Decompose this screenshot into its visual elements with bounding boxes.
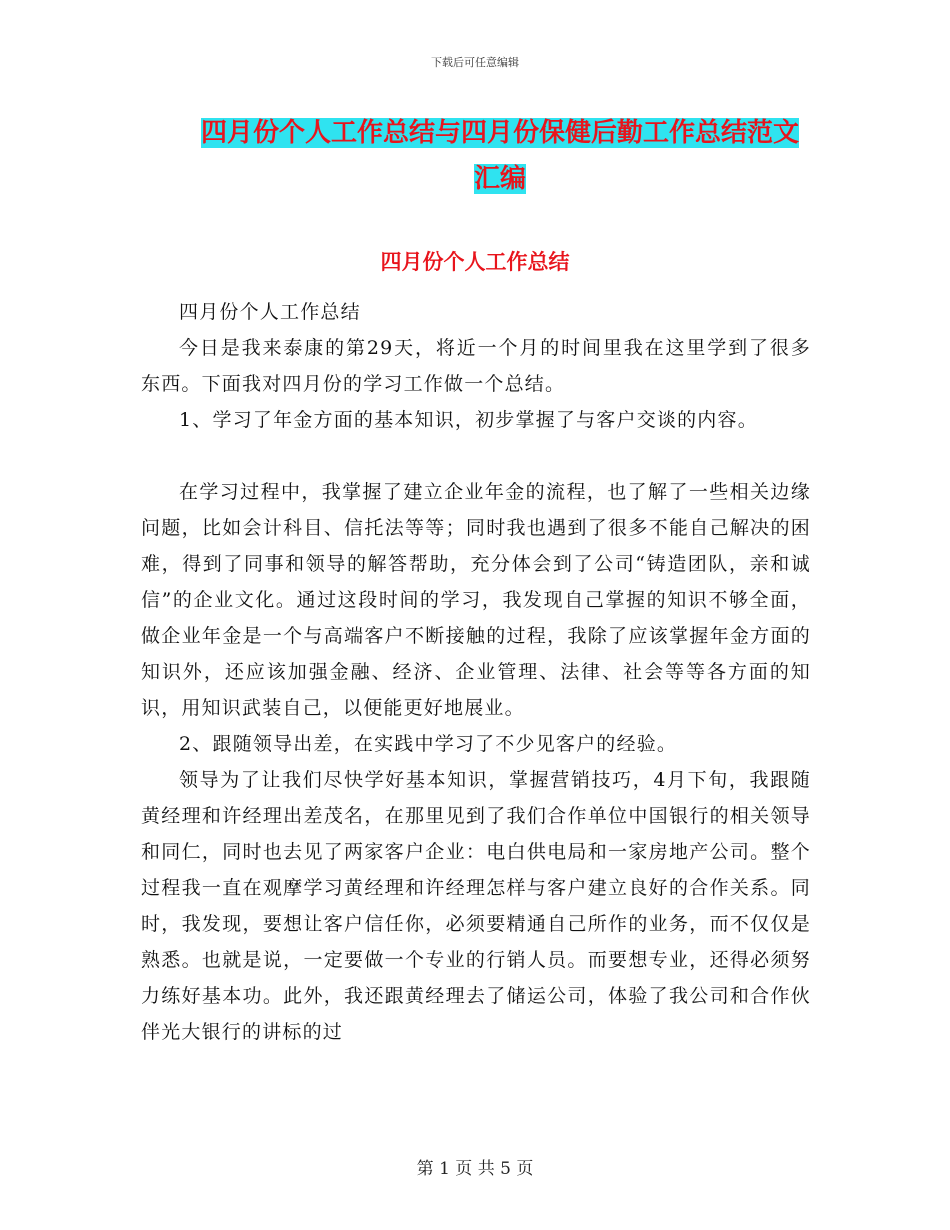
page-footer: 第 1 页 共 5 页	[416, 1159, 534, 1179]
body-text	[141, 294, 811, 1050]
paragraph-intro: 今日是我来泰康的第29天，将近一个月的时间里我在这里学到了很多东西。下面我对四月份的学习工作做一个总结。	[141, 337, 811, 395]
document-title-line-1: 四月份个人工作总结与四月份保健后勤工作总结范文	[200, 118, 799, 148]
document-title-line-2: 汇编	[473, 164, 526, 194]
paragraph-point-2: 2、跟随领导出差，在实践中学习了不少见客户的经验。	[179, 733, 678, 755]
paragraph-point-1: 1、学习了年金方面的基本知识，初步掌握了与客户交谈的内容。	[179, 409, 758, 431]
paragraph-point-2-detail: 领导为了让我们尽快学好基本知识，掌握营销技巧，4月下旬，我跟随黄经理和许经理出差茂名，在那里见到了我们合作单位中国银行的相关领导和同仁，同时也去见了两家客户企业：电白供电局和一家房地产公司。整个过程我一直在观摩学习黄经理和许经理怎样与客户建立良好的合作关系。同时，我发现，要想让客户信任你，必须要精通自己所作的业务，而不仅仅是熟悉。也就是说，一定要做一个专业的行销人员。而要想专业，还得必须努力练好基本功。此外，我还跟黄经理去了储运公司，体验了我公司和合作伙伴光大银行的讲标的过	[141, 769, 811, 1043]
paragraph-point-1-detail: 在学习过程中，我掌握了建立企业年金的流程，也了解了一些相关边缘问题，比如会计科目、信托法等等；同时我也遇到了很多不能自己解决的困难，得到了同事和领导的解答帮助，充分体会到了公司“铸造团队，亲和诚信”的企业文化。通过这段时间的学习，我发现自己掌握的知识不够全面，做企业年金是一个与高端客户不断接触的过程，我除了应该掌握年金方面的知识外，还应该加强金融、经济、企业管理、法律、社会等等各方面的知识，用知识武装自己，以便能更好地展业。	[141, 481, 811, 719]
header-note: 下载后可任意编辑	[431, 56, 519, 69]
section-heading: 四月份个人工作总结	[380, 250, 570, 274]
document-title	[190, 110, 810, 202]
paragraph-subtitle: 四月份个人工作总结	[179, 301, 361, 323]
